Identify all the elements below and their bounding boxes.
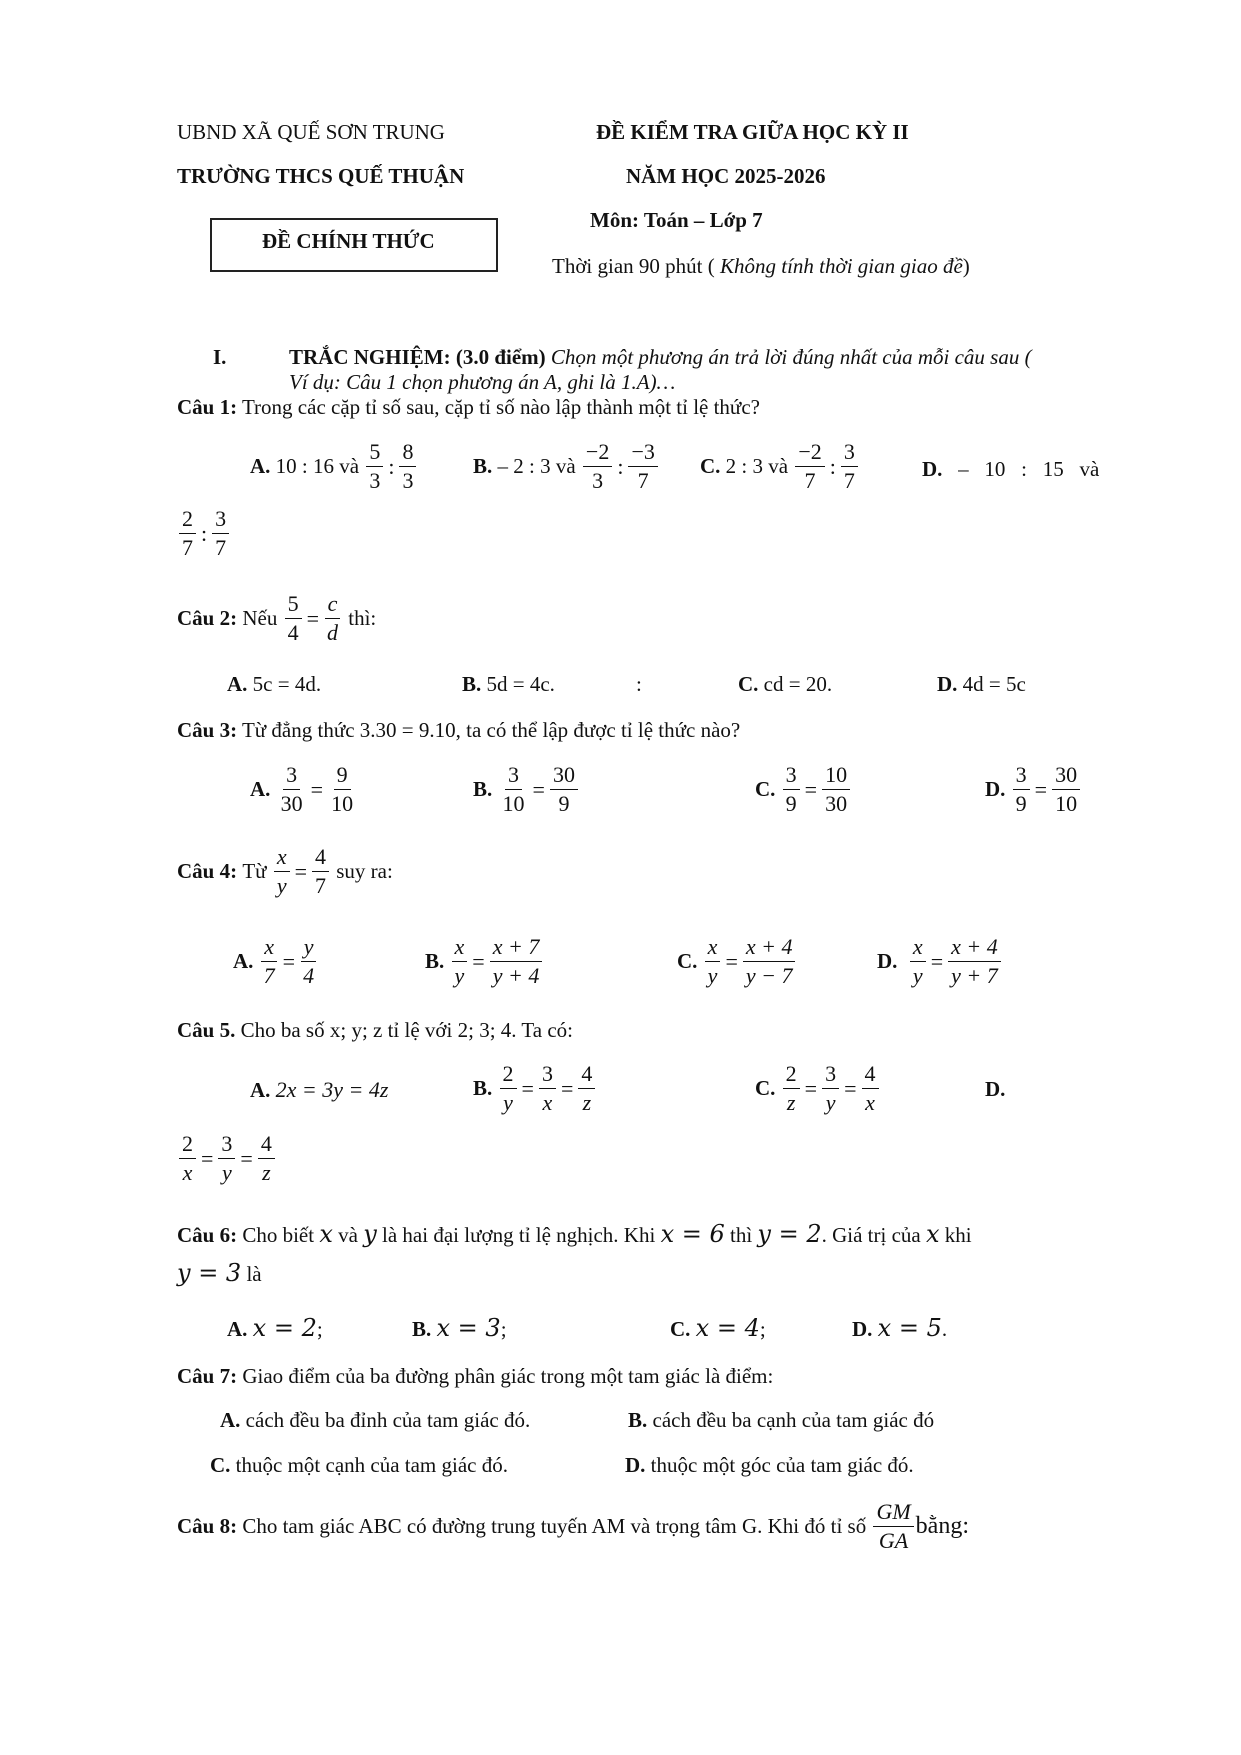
text: = — [532, 776, 545, 802]
text: Từ đẳng thức 3.30 = 9.10, ta có thể lập được tỉ lệ thức nào? — [237, 718, 741, 742]
text: A. — [250, 777, 271, 802]
fraction — [1052, 763, 1080, 816]
section-instruction-2: Ví dụ: Câu 1 chọn phương án A, ghi là 1.A)… — [289, 370, 676, 394]
text: suy ra: — [336, 859, 393, 884]
fraction — [261, 935, 278, 988]
fraction — [783, 1062, 800, 1115]
time-close: ) — [962, 254, 970, 278]
text: cd = 20. — [763, 672, 833, 696]
time-text: Thời gian 90 phút ( — [552, 254, 715, 278]
q5-option-d — [177, 1132, 277, 1185]
q1-label: Câu 1: — [177, 395, 238, 419]
numerator: 5 — [285, 592, 302, 619]
numerator: c — [325, 592, 341, 619]
text: = — [1034, 776, 1048, 802]
numerator: 2 — [179, 507, 196, 534]
q2-label: Câu 2: — [177, 606, 238, 631]
section-instruction: Chọn một phương án trả lời đúng nhất của mỗi câu sau ( — [550, 345, 1032, 369]
denominator: 10 — [502, 791, 525, 817]
denominator: 7 — [315, 873, 326, 899]
fraction — [258, 1132, 275, 1185]
numerator: 3 — [212, 507, 229, 534]
text: C. — [738, 672, 759, 696]
option-text: 10 : 16 và — [275, 454, 360, 479]
text: C. — [755, 777, 776, 802]
q1-option-d-fractions — [177, 507, 231, 560]
fraction — [212, 507, 229, 560]
text: x = 3 — [436, 1314, 501, 1342]
fraction — [578, 1062, 595, 1115]
fraction — [324, 592, 341, 645]
subject-value: : Toán – Lớp 7 — [632, 208, 763, 232]
q2-option-b — [462, 672, 555, 697]
fraction — [452, 935, 468, 988]
fraction — [500, 1062, 517, 1115]
fraction — [328, 763, 356, 816]
numerator: 30 — [550, 763, 578, 790]
q2-prefix: Nếu — [242, 606, 278, 631]
text: ; — [759, 1317, 766, 1341]
numerator: 3 — [783, 763, 800, 790]
numerator: x + 7 — [490, 935, 543, 962]
text: C. — [677, 949, 698, 974]
text: ; — [500, 1317, 507, 1341]
denominator: 7 — [215, 535, 227, 561]
denominator: 9 — [558, 791, 570, 817]
q1-text: Trong các cặp tỉ số sau, cặp tỉ số nào lập thành một tỉ lệ thức? — [241, 395, 760, 419]
text: y = 3 — [177, 1259, 242, 1287]
denominator: y — [222, 1160, 232, 1186]
numerator: 3 — [841, 440, 858, 467]
exam-title: ĐỀ KIỂM TRA GIỮA HỌC KỲ II — [596, 120, 909, 144]
text: và — [338, 1223, 358, 1247]
question-2 — [177, 592, 376, 645]
denominator: y — [276, 873, 287, 899]
text: 2x = 3y = 4z — [275, 1077, 389, 1102]
q4-option-d — [877, 935, 1003, 988]
q1-option-c — [700, 440, 860, 493]
numerator: x — [452, 935, 468, 962]
question-7 — [177, 1364, 773, 1389]
time-line — [552, 254, 970, 279]
text: D. — [852, 1317, 873, 1341]
fraction — [783, 763, 800, 816]
denominator: GA — [878, 1528, 909, 1554]
text: x — [925, 1220, 940, 1248]
text: thuộc một cạnh của tam giác đó. — [235, 1453, 508, 1477]
denominator: 9 — [1015, 791, 1027, 817]
numerator: 2 — [500, 1062, 517, 1089]
fraction — [218, 1132, 235, 1185]
q1-option-d — [922, 457, 1099, 482]
text: A. — [220, 1408, 241, 1432]
colon: : — [201, 520, 208, 546]
subject-label: Môn — [590, 208, 632, 232]
text: C. — [755, 1076, 776, 1101]
text: = — [521, 1075, 534, 1101]
text: D. — [985, 777, 1006, 802]
question-3 — [177, 718, 740, 743]
fraction — [822, 763, 850, 816]
fraction — [312, 845, 329, 898]
fraction — [795, 440, 824, 493]
numerator: x — [705, 935, 721, 962]
q1-option-b — [473, 440, 660, 493]
text: 4d = 5c — [962, 672, 1026, 696]
numerator: y — [301, 935, 317, 962]
school-name: TRƯỜNG THCS QUẾ THUẬN — [177, 164, 465, 188]
denominator: y + 4 — [492, 963, 540, 989]
q7-option-c — [210, 1453, 508, 1478]
fraction — [285, 592, 302, 645]
section-heading — [289, 345, 1032, 370]
text: = — [201, 1145, 214, 1171]
denominator: y — [503, 1090, 513, 1116]
text: Câu 8: — [177, 1514, 238, 1539]
fraction — [490, 935, 543, 988]
q5-option-d-label: D. — [985, 1077, 1006, 1101]
fraction — [300, 935, 317, 988]
q7-option-b — [628, 1408, 934, 1433]
text: 5c = 4d. — [252, 672, 322, 696]
denominator: d — [327, 620, 339, 646]
q7-option-a — [220, 1408, 530, 1433]
fraction — [822, 1062, 839, 1115]
text: là — [246, 1262, 262, 1286]
colon: : — [388, 453, 395, 479]
numerator: 9 — [334, 763, 351, 790]
subject-line — [590, 208, 763, 233]
text: Từ — [242, 859, 267, 884]
q7-option-d — [625, 1453, 914, 1478]
denominator: 10 — [331, 791, 354, 817]
denominator: x — [182, 1160, 193, 1186]
q3-option-c — [755, 763, 852, 816]
numerator: 2 — [179, 1132, 196, 1159]
text: Câu 4: — [177, 859, 238, 884]
text: B. — [473, 1076, 493, 1101]
text: B. — [425, 949, 445, 974]
text: Cho ba số x; y; z tỉ lệ với 2; 3; 4. Ta có: — [240, 1018, 573, 1042]
text: . — [941, 1317, 948, 1341]
fraction — [862, 1062, 879, 1115]
fraction — [500, 763, 528, 816]
time-note: Không tính thời gian giao đề — [720, 254, 963, 278]
numerator: 3 — [505, 763, 522, 790]
denominator: 7 — [804, 468, 816, 494]
q6-option-a — [227, 1314, 323, 1342]
fraction — [910, 935, 926, 988]
school-authority: UBND XÃ QUẾ SƠN TRUNG — [177, 120, 445, 144]
q5-option-c — [755, 1062, 881, 1115]
q2-suffix: thì: — [348, 606, 377, 631]
numerator: −3 — [628, 440, 657, 467]
q3-option-b — [473, 763, 580, 816]
question-6-line2 — [177, 1259, 262, 1287]
fraction — [179, 1132, 196, 1185]
denominator: y — [707, 963, 718, 989]
numerator: 8 — [399, 440, 416, 467]
numerator: 3 — [218, 1132, 235, 1159]
text: D. — [625, 1453, 646, 1477]
colon: : — [829, 453, 836, 479]
text: D. — [937, 672, 958, 696]
denominator: 30 — [825, 791, 848, 817]
option-label: D. — [922, 457, 943, 481]
text: A. — [233, 949, 254, 974]
text: Câu 7: — [177, 1364, 238, 1388]
fraction — [179, 507, 196, 560]
denominator: z — [582, 1090, 592, 1116]
denominator: x — [542, 1090, 553, 1116]
text: khi — [944, 1223, 972, 1247]
numerator: x + 4 — [948, 935, 1001, 962]
text: Giao điểm của ba đường phân giác trong một tam giác là điểm: — [242, 1364, 774, 1388]
denominator: 4 — [287, 620, 299, 646]
numerator: 3 — [822, 1062, 839, 1089]
q5-option-a — [250, 1077, 388, 1103]
q2-stray-colon: : — [636, 672, 642, 696]
denominator: 7 — [182, 535, 193, 561]
numerator: x — [910, 935, 926, 962]
text: A. — [227, 1317, 248, 1341]
q6-option-c — [670, 1314, 766, 1342]
text: = — [310, 776, 324, 802]
q3-option-a — [250, 763, 358, 816]
fraction — [948, 935, 1001, 988]
text: C. — [670, 1317, 691, 1341]
text: B. — [628, 1408, 648, 1432]
numerator: x + 4 — [743, 935, 796, 962]
denominator: 7 — [843, 468, 855, 494]
denominator: 9 — [785, 791, 797, 817]
q1-option-a — [250, 440, 418, 493]
denominator: 10 — [1055, 791, 1078, 817]
fraction — [399, 440, 416, 493]
section-title: TRẮC NGHIỆM: (3.0 điểm) — [289, 345, 546, 369]
text: x = 5 — [877, 1314, 942, 1342]
text: thuộc một góc của tam giác đó. — [650, 1453, 914, 1477]
denominator: z — [262, 1160, 271, 1186]
text: Câu 5. — [177, 1018, 236, 1042]
numerator: 3 — [283, 763, 300, 790]
text: cách đều ba đỉnh của tam giác đó. — [245, 1408, 531, 1432]
text: x = 4 — [695, 1314, 760, 1342]
text: = — [930, 948, 944, 974]
numerator: −2 — [795, 440, 824, 467]
numerator: x — [274, 845, 290, 872]
question-4 — [177, 845, 393, 898]
denominator: 3 — [402, 468, 414, 494]
numerator: x — [261, 935, 277, 962]
text: B. — [412, 1317, 432, 1341]
denominator: 4 — [303, 963, 315, 989]
equals: = — [306, 605, 320, 631]
option-text: – 10 : 15 và — [958, 457, 1100, 481]
denominator: 7 — [637, 468, 649, 494]
q4-option-b — [425, 935, 544, 988]
q5-option-b — [473, 1062, 597, 1115]
text: = — [472, 948, 485, 974]
numerator: GM — [873, 1500, 913, 1527]
numerator: 4 — [862, 1062, 879, 1089]
denominator: y — [454, 963, 465, 989]
q3-option-d — [985, 763, 1082, 816]
text: Câu 3: — [177, 718, 238, 742]
text: D. — [877, 949, 898, 974]
text: 5d = 4c. — [486, 672, 555, 696]
numerator: 10 — [822, 763, 850, 790]
text: thì — [729, 1223, 753, 1247]
text: B. — [473, 777, 493, 802]
denominator: y — [912, 963, 923, 989]
q2-option-a — [227, 672, 321, 697]
text: ; — [316, 1317, 323, 1341]
fraction — [539, 1062, 556, 1115]
text: x = 6 — [660, 1220, 725, 1248]
question-6 — [177, 1220, 972, 1248]
text: y = 2 — [757, 1220, 822, 1248]
numerator: 30 — [1052, 763, 1080, 790]
denominator: y — [825, 1090, 836, 1116]
fraction — [274, 845, 290, 898]
text: = — [240, 1145, 253, 1171]
text: Cho biết — [242, 1223, 315, 1247]
text: Câu 6: — [177, 1223, 238, 1247]
fraction — [628, 440, 657, 493]
q6-option-b — [412, 1314, 507, 1342]
question-8 — [177, 1500, 969, 1553]
text: . Giá trị của — [821, 1223, 921, 1247]
school-year: NĂM HỌC 2025-2026 — [626, 164, 826, 188]
denominator: 30 — [280, 791, 303, 817]
text: bằng: — [915, 1513, 969, 1540]
text: = — [804, 1075, 818, 1101]
text: = — [804, 776, 818, 802]
q2-option-c — [738, 672, 832, 697]
text: = — [844, 1075, 857, 1101]
text: cách đều ba cạnh của tam giác đó — [652, 1408, 935, 1432]
denominator: y + 7 — [951, 963, 998, 989]
text: = — [282, 948, 296, 974]
text: = — [560, 1075, 574, 1101]
text: là hai đại lượng tỉ lệ nghịch. Khi — [382, 1223, 656, 1247]
numerator: 5 — [366, 440, 383, 467]
denominator: 3 — [369, 468, 381, 494]
fraction — [366, 440, 383, 493]
q4-option-c — [677, 935, 797, 988]
numerator: 3 — [1013, 763, 1030, 790]
denominator: y − 7 — [745, 963, 793, 989]
numerator: 3 — [539, 1062, 556, 1089]
question-5 — [177, 1018, 573, 1043]
q2-option-d — [937, 672, 1026, 697]
fraction — [705, 935, 721, 988]
numerator: 2 — [783, 1062, 800, 1089]
option-text: 2 : 3 và — [725, 454, 789, 479]
numerator: −2 — [583, 440, 612, 467]
colon: : — [617, 453, 624, 479]
text: A. — [227, 672, 248, 696]
text: B. — [462, 672, 482, 696]
text: x — [319, 1220, 333, 1248]
denominator: 3 — [592, 468, 604, 494]
text: x = 2 — [252, 1314, 317, 1342]
text: A. — [250, 1078, 271, 1102]
fraction — [583, 440, 612, 493]
option-label: B. — [473, 454, 493, 479]
question-1 — [177, 395, 760, 420]
q6-option-d — [852, 1314, 947, 1342]
text: = — [725, 948, 738, 974]
fraction — [278, 763, 306, 816]
denominator: 7 — [263, 963, 275, 989]
fraction — [550, 763, 578, 816]
fraction — [873, 1500, 913, 1553]
option-label: C. — [700, 454, 721, 479]
section-number: I. — [213, 345, 227, 369]
option-label: A. — [250, 454, 271, 479]
text: Cho tam giác ABC có đường trung tuyến AM và trọng tâm G. Khi đó tỉ số — [242, 1514, 867, 1539]
denominator: z — [786, 1090, 796, 1116]
numerator: 4 — [312, 845, 329, 872]
denominator: x — [865, 1090, 875, 1116]
text: = — [294, 858, 307, 884]
numerator: 4 — [258, 1132, 275, 1159]
fraction — [841, 440, 858, 493]
fraction — [743, 935, 796, 988]
q4-option-a — [233, 935, 319, 988]
fraction — [1013, 763, 1030, 816]
text: y — [363, 1220, 377, 1248]
text: C. — [210, 1453, 231, 1477]
numerator: 4 — [578, 1062, 595, 1089]
official-label: ĐỀ CHÍNH THỨC — [262, 229, 435, 253]
option-text: – 2 : 3 và — [497, 454, 576, 479]
